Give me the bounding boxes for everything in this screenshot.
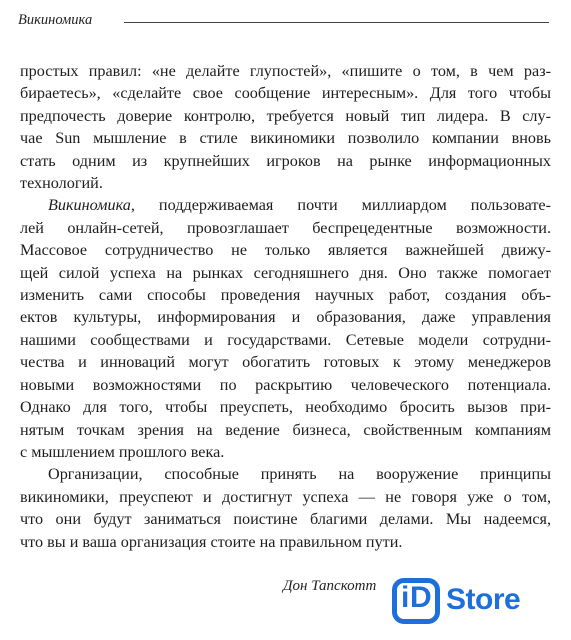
text-line-lead [20, 194, 551, 216]
author-signature: Дон Тапскотт [283, 578, 377, 594]
body-text [20, 60, 551, 553]
running-head: Викиномика [18, 12, 93, 28]
text-line: стать одним из крупнейших игроков на рынке информационных [20, 151, 551, 170]
idstore-watermark-logo [392, 578, 532, 624]
text-line: чае Sun мышление в стиле викиномики позволило компании вновь [20, 129, 551, 148]
text-line: Массовое сотрудничество не только является важнейшей движу- [20, 241, 551, 260]
text-line: викиномики, преуспеют и достигнут успеха — не говоря уже о том, [20, 487, 551, 506]
paragraph-3 [20, 463, 551, 553]
italic-term: Викиномика [48, 196, 131, 215]
paragraph-2 [20, 194, 551, 463]
text-fragment: , поддерживаемая почти миллиардом пользовате- [130, 196, 551, 215]
text-line: что вы и ваша организация стоите на правильном пути. [20, 532, 403, 551]
text-line: что они будут заниматься поистине благими делами. Мы надеемся, [20, 510, 551, 529]
text-line: с мышлением прошлого века. [20, 442, 225, 461]
paragraph-1 [20, 60, 551, 194]
logo-letter-d: D [410, 581, 432, 614]
text-line: предпочесть доверие контролю, требуется новый тип лидера. В слу- [20, 106, 551, 125]
logo-letter-i: i [401, 581, 410, 614]
text-line: ектов культуры, информирования и образования, даже управления [20, 308, 551, 327]
text-line: Организации, способные принять на вооружение принципы [48, 465, 551, 484]
text-line: новыми возможностями по раскрытию человеческого потенциала. [20, 375, 551, 394]
text-line: чества и инноваций могут обогатить готовых к этому менеджеров [20, 353, 551, 372]
text-line: нятым точкам зрения на ведение бизнеса, свойственным компаниям [20, 420, 551, 439]
header-rule [124, 22, 549, 23]
text-line: изменить сами способы проведения научных работ, создания объ- [20, 286, 551, 305]
text-line: бираетесь», «сделайте свое сообщение интересным». Для того чтобы [20, 84, 551, 103]
text-line: технологий. [20, 174, 103, 193]
text-line: простых правил: «не делайте глупостей», «пишите о том, в чем раз- [20, 62, 551, 80]
logo-word-store: Store [446, 583, 521, 616]
text-line: лей онлайн-сетей, провозглашает беспрецедентные возможности. [20, 218, 551, 237]
text-line: щей силой успеха на рынках сегодняшнего дня. Оно также помогает [20, 263, 551, 282]
text-line: Однако для того, чтобы преуспеть, необходимо бросить вызов при- [20, 398, 551, 417]
text-line: нашими сообществами и государствами. Сетевые модели сотрудни- [20, 330, 551, 349]
